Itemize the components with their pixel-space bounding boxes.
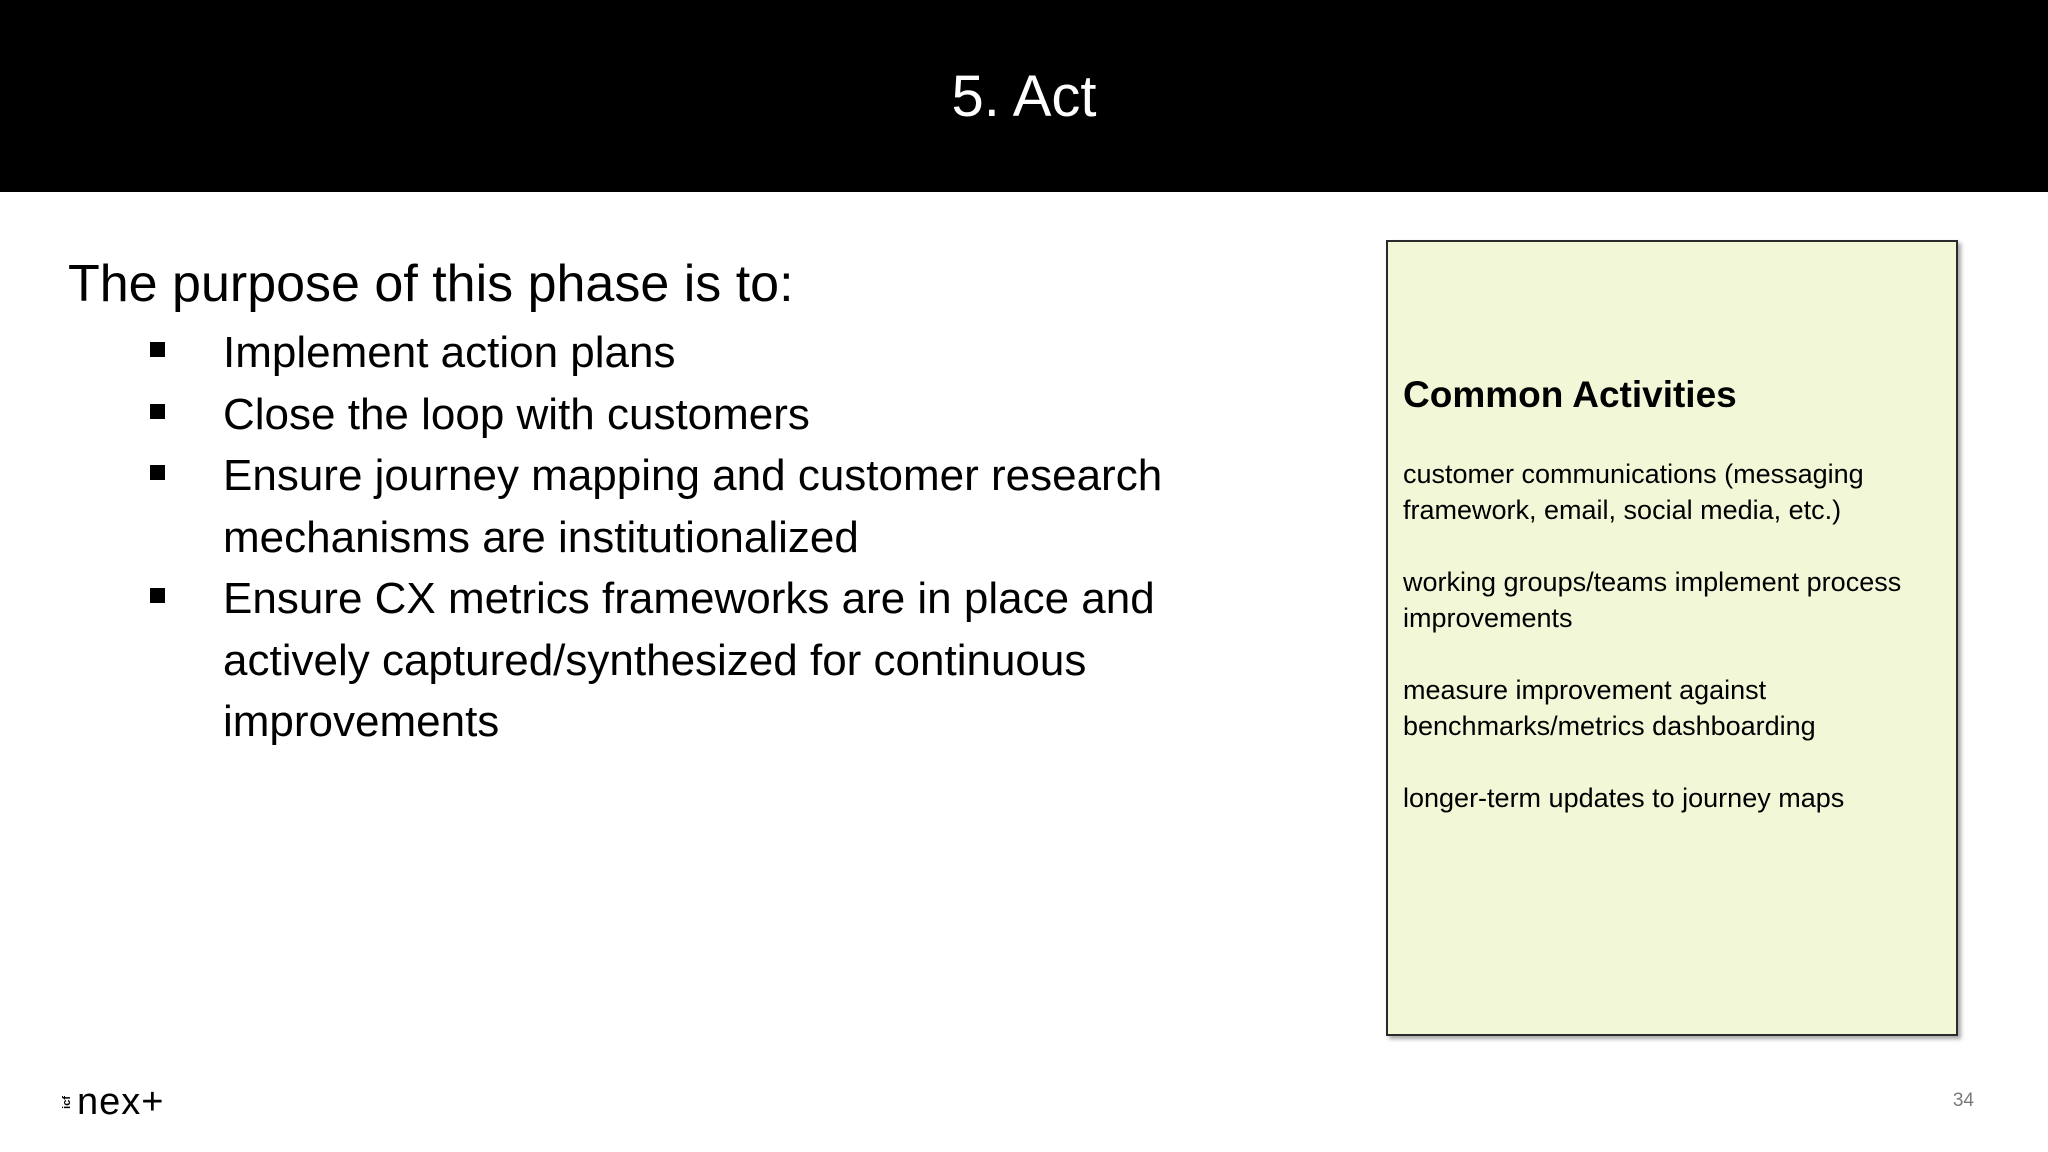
slide-title: 5. Act: [951, 64, 1097, 129]
square-bullet-icon: [150, 404, 165, 419]
purpose-intro: The purpose of this phase is to:: [68, 255, 794, 313]
square-bullet-icon: [150, 342, 165, 357]
bullet-item: [148, 445, 1288, 568]
logo-small-text: icf: [61, 1095, 73, 1109]
common-activities-heading: Common Activities: [1403, 374, 1737, 415]
bullet-text: Ensure CX metrics frameworks are in place and actively captured/synthesized for continuous improvements: [223, 574, 1155, 746]
activity-item: measure improvement against benchmarks/metrics dashboarding: [1403, 675, 1816, 741]
page-number: 34: [1952, 1090, 1974, 1111]
icf-next-logo: [61, 1081, 165, 1123]
bullet-item: [148, 322, 1288, 384]
bullet-item: [148, 384, 1288, 446]
bullet-text: Ensure journey mapping and customer research mechanisms are institutionalized: [223, 451, 1163, 562]
logo-text: nex+: [77, 1081, 165, 1123]
bullet-text: Implement action plans: [223, 328, 676, 377]
bullet-item: [148, 568, 1288, 753]
square-bullet-icon: [150, 465, 165, 480]
activity-list: [1403, 456, 1943, 852]
square-bullet-icon: [150, 588, 165, 603]
activity-item: working groups/teams implement process improvements: [1403, 567, 1902, 633]
activity-item: longer-term updates to journey maps: [1403, 783, 1845, 813]
activity-item: customer communications (messaging framework, email, social media, etc.): [1403, 459, 1864, 525]
bullet-text: Close the loop with customers: [223, 389, 810, 439]
purpose-bullet-list: [148, 322, 1288, 753]
common-activities-box: [1386, 240, 1958, 1036]
